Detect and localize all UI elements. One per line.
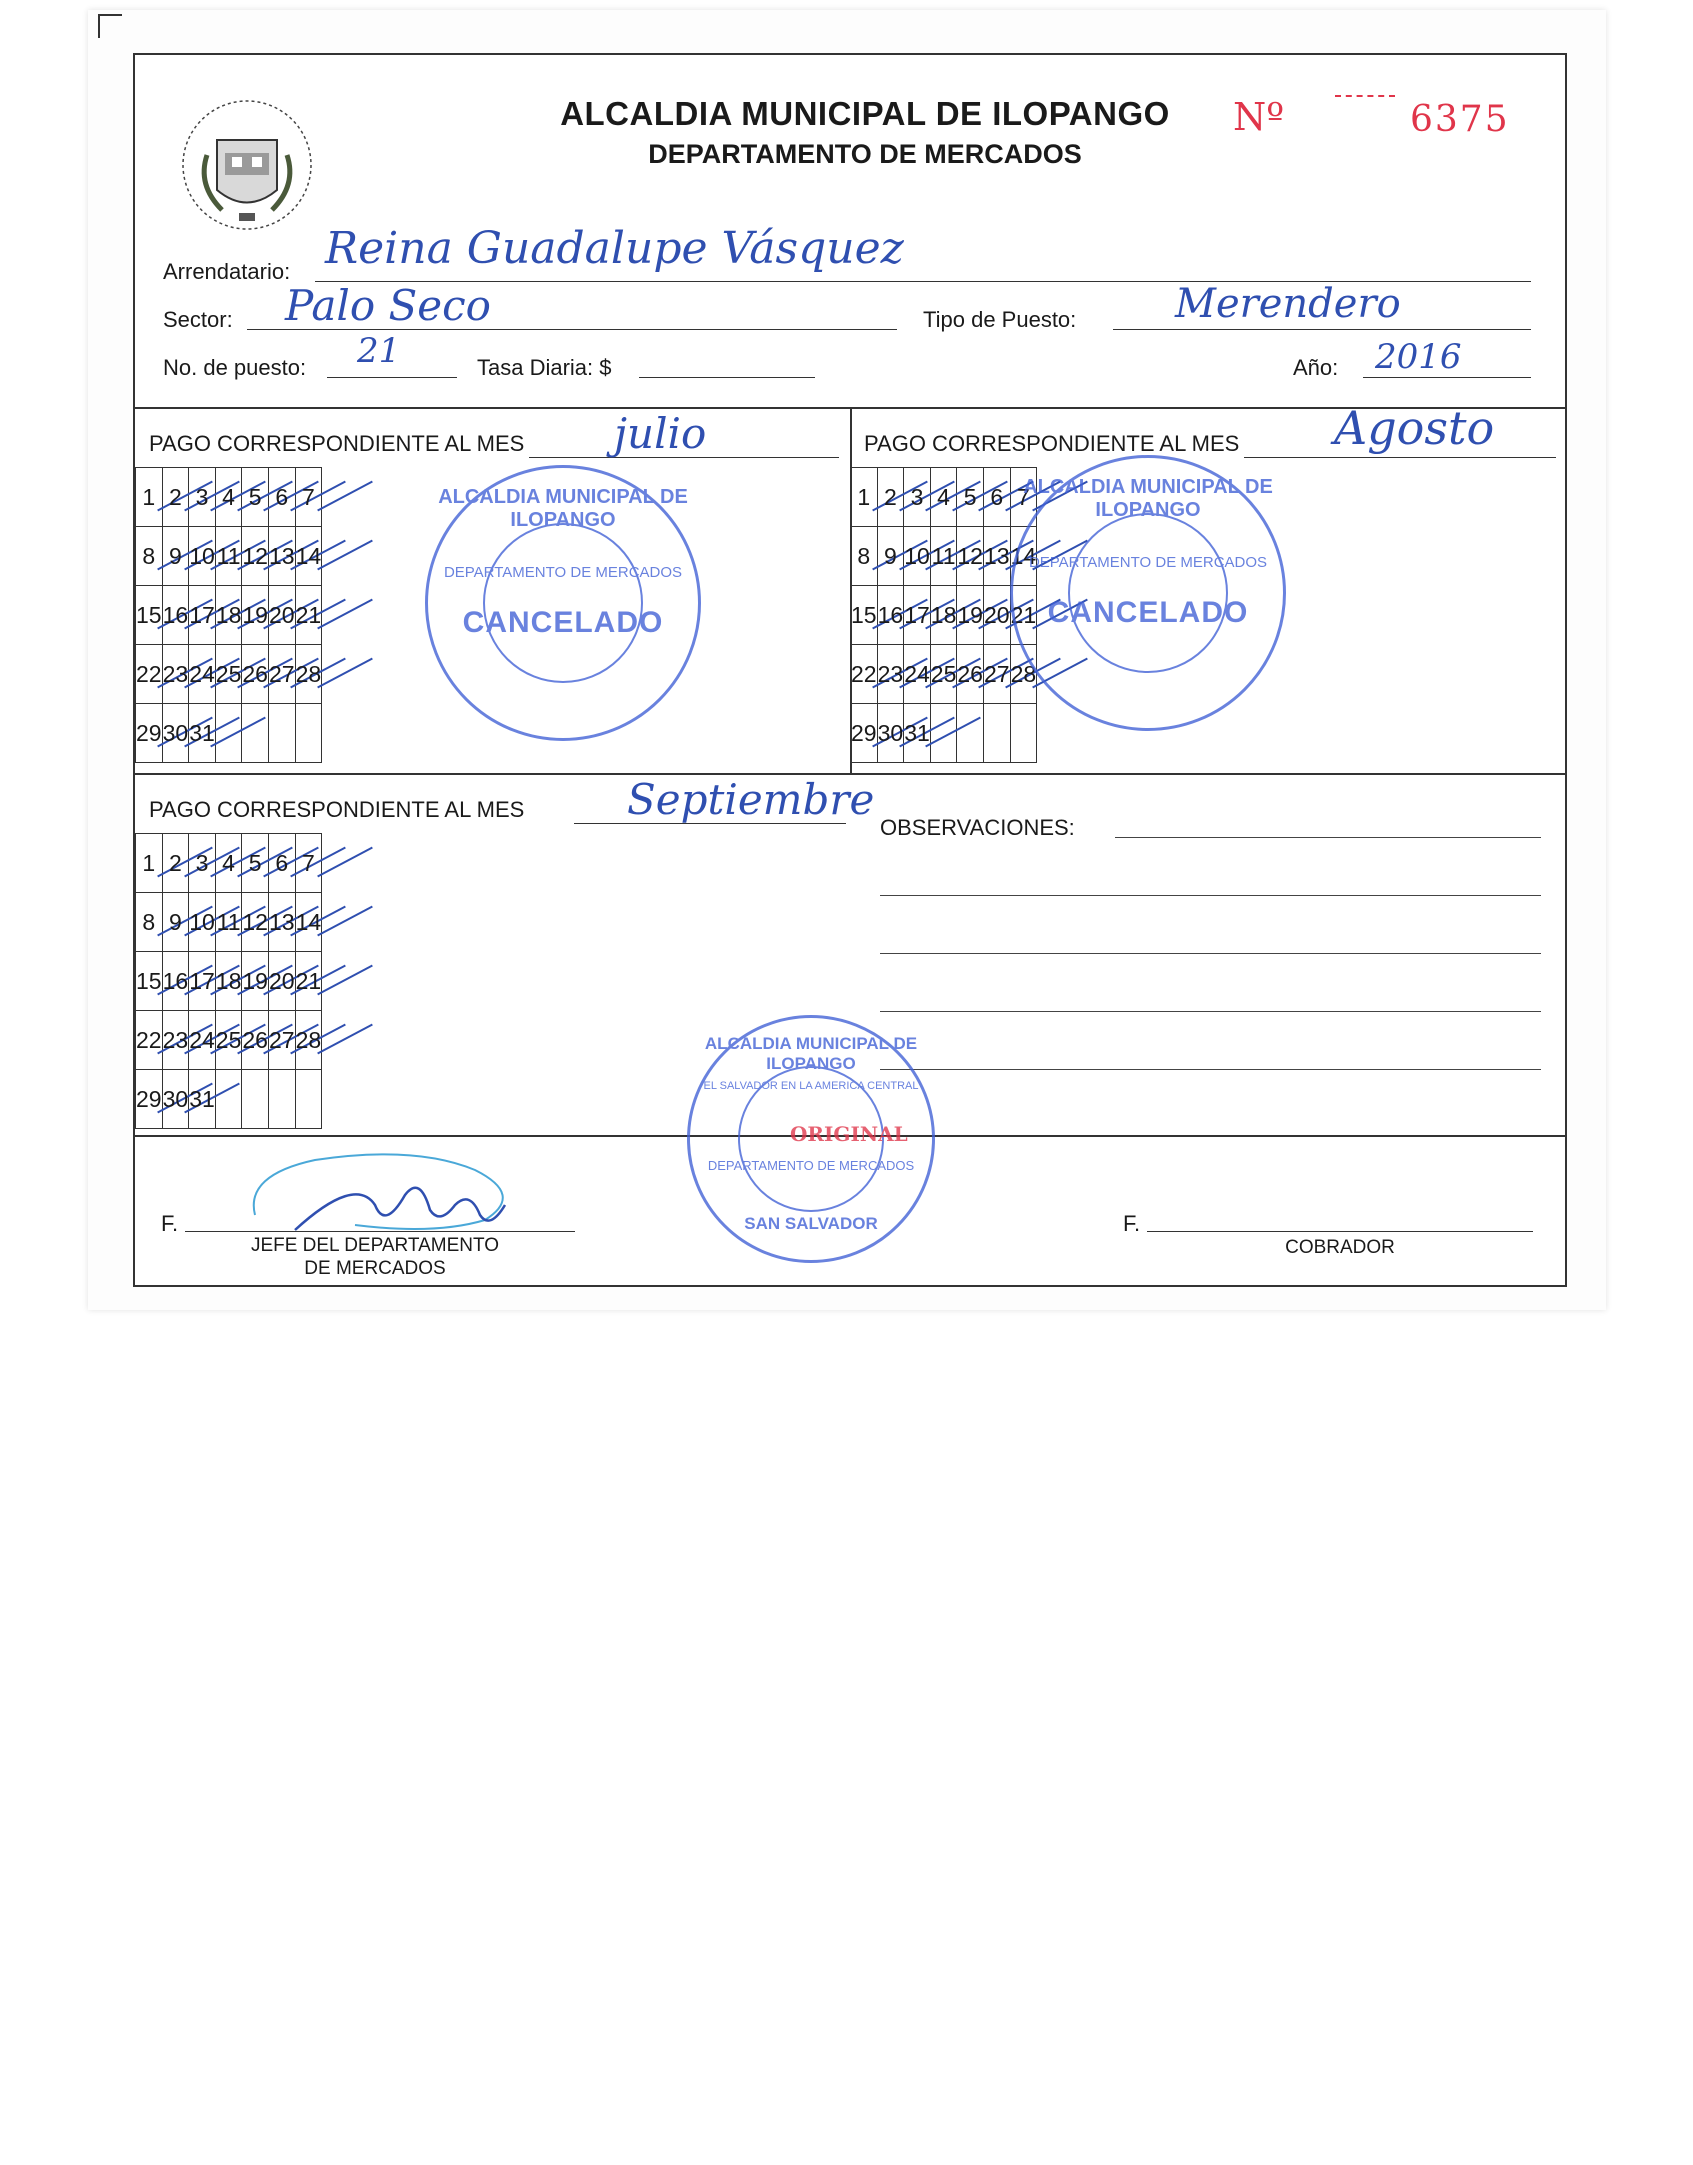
cobrador-label: COBRADOR [1285,1237,1395,1258]
day-cell[interactable]: 18 [215,586,242,645]
jefe-label-line1: JEFE DEL DEPARTAMENTO [250,1235,500,1256]
day-cell[interactable]: 16 [162,586,189,645]
day-cell[interactable]: 2 [162,834,189,893]
day-cell[interactable]: 19 [957,586,984,645]
empty-day-cell [268,1070,295,1129]
day-cell[interactable]: 23 [162,1011,189,1070]
crop-mark [98,14,122,38]
day-cell[interactable]: 17 [904,586,931,645]
day-cell[interactable]: 14 [1010,527,1037,586]
day-cell[interactable]: 27 [268,645,295,704]
days-row [136,704,322,763]
month-label: PAGO CORRESPONDIENTE AL MES [149,431,525,456]
day-cell[interactable]: 30 [877,704,904,763]
empty-day-cell [295,1070,322,1129]
puesto-value[interactable]: 21 [357,331,401,371]
empty-day-cell [215,1070,242,1129]
day-cell[interactable]: 10 [904,527,931,586]
empty-day-cell [930,704,957,763]
day-cell[interactable]: 3 [189,468,216,527]
days-row [136,1070,322,1129]
day-cell[interactable]: 9 [162,527,189,586]
day-cell[interactable]: 25 [215,645,242,704]
observaciones-line[interactable] [880,953,1541,954]
day-cell[interactable]: 9 [162,893,189,952]
empty-day-cell [215,704,242,763]
payment-card [133,53,1567,1287]
observaciones-line[interactable] [880,1069,1541,1070]
day-cell[interactable]: 24 [189,1011,216,1070]
days-row [136,834,322,893]
month-name[interactable]: julio [614,409,707,458]
day-cell[interactable]: 28 [295,1011,322,1070]
day-cell[interactable]: 21 [295,952,322,1011]
day-cell[interactable]: 22 [851,645,878,704]
receipt-number: 6375 [1410,99,1510,140]
days-grid [135,833,322,1129]
day-cell[interactable]: 29 [136,1070,163,1129]
day-cell[interactable]: 10 [189,527,216,586]
day-cell[interactable]: 13 [983,527,1010,586]
day-cell[interactable]: 6 [268,834,295,893]
day-cell[interactable]: 31 [189,1070,216,1129]
month-label: PAGO CORRESPONDIENTE AL MES [864,431,1240,456]
jefe-signature-icon [235,1135,535,1245]
empty-day-cell [1010,704,1037,763]
number-sign: Nº [1233,95,1285,139]
day-cell[interactable]: 7 [1010,468,1037,527]
day-cell[interactable]: 14 [295,527,322,586]
month-head [864,401,1554,467]
tasa-label: Tasa Diaria: $ [477,355,612,380]
month-head [149,407,839,467]
puesto-label: No. de puesto: [163,355,307,380]
day-cell[interactable]: 13 [268,893,295,952]
day-cell[interactable]: 22 [136,645,163,704]
days-row [851,586,1037,645]
day-cell[interactable]: 14 [295,893,322,952]
municipal-seal-icon [177,95,317,235]
sector-label: Sector: [163,307,233,332]
day-cell[interactable]: 2 [162,468,189,527]
day-cell[interactable]: 22 [136,1011,163,1070]
day-cell[interactable]: 18 [930,586,957,645]
cancelado-stamp-julio: ALCALDIA MUNICIPAL DE ILOPANGO DEPARTAMENTO DE MERCADOS CANCELADO [425,465,701,741]
day-cell[interactable]: 17 [189,586,216,645]
empty-day-cell [268,704,295,763]
official-seal: ALCALDIA MUNICIPAL DE ILOPANGO EL SALVADOR EN LA AMERICA CENTRAL DEPARTAMENTO DE MERCADOS SAN SALVADOR ORIGINAL [687,1015,935,1263]
day-cell[interactable]: 16 [162,952,189,1011]
day-cell[interactable]: 19 [242,586,269,645]
day-cell[interactable]: 20 [268,586,295,645]
original-mark: ORIGINAL [790,1122,908,1146]
days-row [851,645,1037,704]
day-cell[interactable]: 8 [851,527,878,586]
day-cell[interactable]: 2 [877,468,904,527]
days-row [851,468,1037,527]
arrendatario-value[interactable]: Reina Guadalupe Vásquez [325,223,904,274]
day-cell[interactable]: 12 [242,527,269,586]
day-cell[interactable]: 4 [215,834,242,893]
day-cell[interactable]: 15 [851,586,878,645]
day-cell[interactable]: 5 [242,834,269,893]
arrendatario-label: Arrendatario: [163,259,291,284]
day-cell[interactable]: 27 [983,645,1010,704]
days-row [851,704,1037,763]
observaciones-line[interactable] [880,1011,1541,1012]
empty-day-cell [295,704,322,763]
empty-day-cell [242,1070,269,1129]
day-cell[interactable]: 13 [268,527,295,586]
anio-value[interactable]: 2016 [1375,337,1462,377]
day-cell[interactable]: 31 [904,704,931,763]
day-cell[interactable]: 8 [136,527,163,586]
empty-day-cell [957,704,984,763]
empty-day-cell [242,704,269,763]
days-row [136,893,322,952]
day-cell[interactable]: 1 [136,834,163,893]
puesto-line [327,377,457,378]
observaciones-line[interactable] [880,895,1541,896]
days-row [136,586,322,645]
day-cell[interactable]: 26 [242,1011,269,1070]
day-cell[interactable]: 7 [295,834,322,893]
day-cell[interactable]: 9 [877,527,904,586]
tasa-line [639,377,815,378]
observaciones-label: OBSERVACIONES: [880,815,1075,840]
tipo-line [1113,329,1531,330]
sector-value[interactable]: Palo Seco [285,281,491,330]
day-cell[interactable]: 5 [242,468,269,527]
days-row [136,468,322,527]
day-cell[interactable]: 1 [136,468,163,527]
day-cell[interactable]: 17 [189,952,216,1011]
day-cell[interactable]: 6 [268,468,295,527]
days-row [136,1011,322,1070]
day-cell[interactable]: 24 [904,645,931,704]
empty-day-cell [983,704,1010,763]
day-cell[interactable]: 21 [295,586,322,645]
tipo-label: Tipo de Puesto: [923,307,1077,332]
day-cell[interactable]: 11 [930,527,957,586]
day-cell[interactable]: 23 [162,645,189,704]
month-name[interactable]: Agosto [1334,401,1495,455]
month-label: PAGO CORRESPONDIENTE AL MES [149,797,525,822]
day-cell[interactable]: 11 [215,893,242,952]
day-cell[interactable]: 28 [1010,645,1037,704]
month-name[interactable]: Septiembre [627,775,875,824]
day-cell[interactable]: 28 [295,645,322,704]
day-cell[interactable]: 15 [136,586,163,645]
day-cell[interactable]: 18 [215,952,242,1011]
days-row [851,527,1037,586]
number-dash [1335,95,1395,97]
day-cell[interactable]: 30 [162,1070,189,1129]
day-cell[interactable]: 19 [242,952,269,1011]
day-cell[interactable]: 25 [215,1011,242,1070]
cobrador-signature-line[interactable] [1147,1231,1533,1232]
day-cell[interactable]: 15 [136,952,163,1011]
jefe-f-label: F. [161,1211,179,1236]
day-cell[interactable]: 6 [983,468,1010,527]
days-grid [850,467,1037,763]
day-cell[interactable]: 25 [930,645,957,704]
month-head [149,773,875,833]
day-cell[interactable]: 4 [930,468,957,527]
observaciones-line[interactable] [1115,837,1541,838]
days-row [136,952,322,1011]
day-cell[interactable]: 3 [904,468,931,527]
day-cell[interactable]: 23 [877,645,904,704]
day-cell[interactable]: 1 [851,468,878,527]
day-cell[interactable]: 16 [877,586,904,645]
anio-line [1363,377,1531,378]
day-cell[interactable]: 7 [295,468,322,527]
day-cell[interactable]: 27 [268,1011,295,1070]
day-cell[interactable]: 12 [957,527,984,586]
day-cell[interactable]: 31 [189,704,216,763]
day-cell[interactable]: 3 [189,834,216,893]
day-cell[interactable]: 24 [189,645,216,704]
day-cell[interactable]: 11 [215,527,242,586]
cancelado-stamp-agosto: ALCALDIA MUNICIPAL DE ILOPANGO DEPARTAMENTO DE MERCADOS CANCELADO [1010,455,1286,731]
document-subtitle: DEPARTAMENTO DE MERCADOS [648,139,1082,169]
day-cell[interactable]: 20 [268,952,295,1011]
anio-label: Año: [1293,355,1339,380]
day-cell[interactable]: 26 [957,645,984,704]
day-cell[interactable]: 4 [215,468,242,527]
day-cell[interactable]: 26 [242,645,269,704]
cobrador-f-label: F. [1123,1211,1141,1236]
document-title: ALCALDIA MUNICIPAL DE ILOPANGO [560,95,1170,132]
day-cell[interactable]: 30 [162,704,189,763]
day-cell[interactable]: 10 [189,893,216,952]
day-cell[interactable]: 29 [136,704,163,763]
day-cell[interactable]: 29 [851,704,878,763]
days-row [136,527,322,586]
jefe-label-line2: DE MERCADOS [304,1258,446,1279]
day-cell[interactable]: 5 [957,468,984,527]
month-line [1244,457,1556,458]
day-cell[interactable]: 20 [983,586,1010,645]
day-cell[interactable]: 8 [136,893,163,952]
day-cell[interactable]: 12 [242,893,269,952]
days-grid [135,467,322,763]
days-row [136,645,322,704]
tipo-value[interactable]: Merendero [1175,281,1401,327]
day-cell[interactable]: 21 [1010,586,1037,645]
